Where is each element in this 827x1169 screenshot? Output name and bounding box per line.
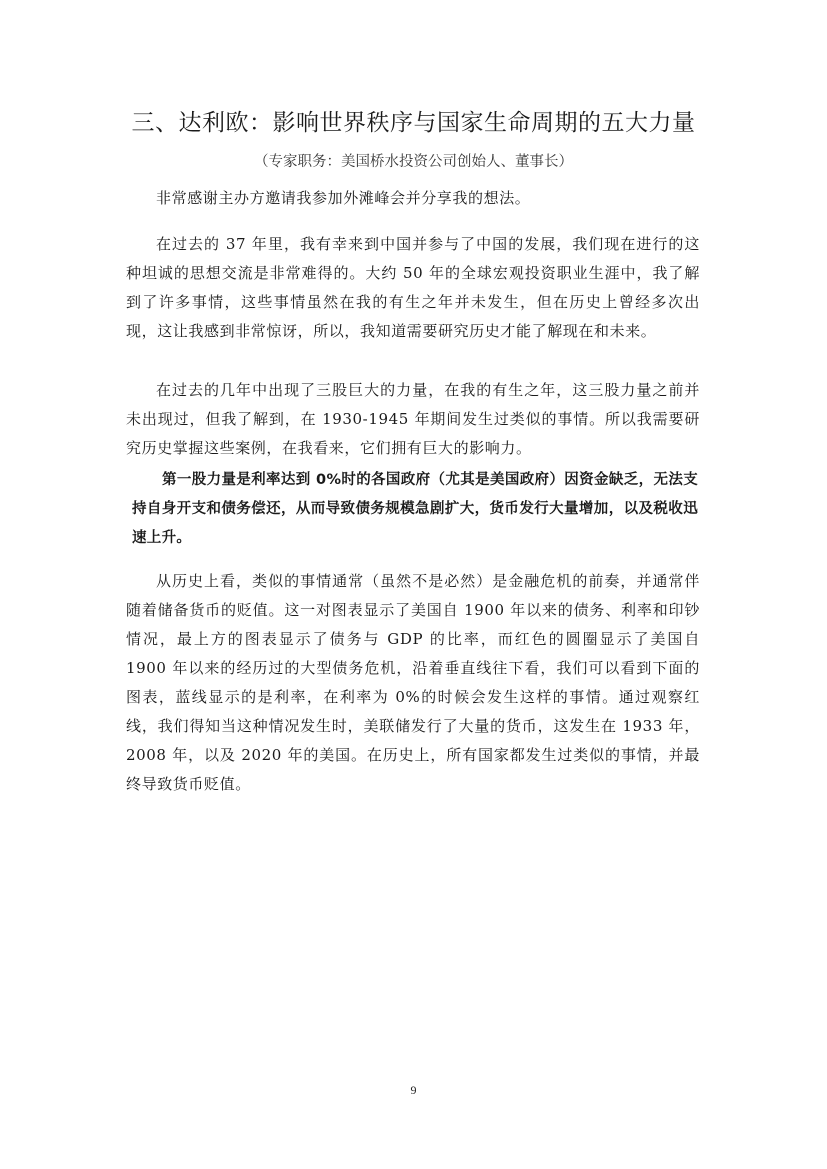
paragraph-experience: 在过去的 37 年里，我有幸来到中国并参与了中国的发展，我们现在进行的这种坦诚的思想交流是非常难得的。大约 50 年的全球宏观投资职业生涯中，我了解到了许多事情，这些事情虽然在我的有生之年并未发生，但在历史上曾经多次出现，这让我感到非常惊讶，所以，我知道需要研究历史才能了解现在和未来。 — [126, 235, 700, 340]
paragraph-first-force: 第一股力量是利率达到 0%时的各国政府（尤其是美国政府）因资金缺乏，无法支持自身开支和债务偿还，从而导致债务规模急剧扩大，货币发行大量增加，以及税收迅速上升。 — [132, 472, 698, 546]
paragraph-intro: 非常感谢主办方邀请我参加外滩峰会并分享我的想法。 — [156, 189, 531, 207]
paragraph-history: 从历史上看，类似的事情通常（虽然不是必然）是金融危机的前奏，并通常伴随着储备货币的贬值。这一对图表显示了美国自 1900 年以来的债务、利率和印钞情况，最上方的图表显示了债务与 GDP 的比率，而红色的圆圈显示了美国自 1900 年以来的经历过的大型债务危机，沿着垂直线往下看，我们可以看到下面的图表，蓝线显示的是利率，在利率为 0%的时候会发生这样的事情。通过观察红线，我们得知当这种情况发生时，美联储发行了大量的货币，这发生在 1933 年，2008 年，以及 2020 年的美国。在历史上，所有国家都发生过类似的事情，并最终导致货币贬值。 — [126, 572, 700, 793]
paragraph-three-forces: 在过去的几年中出现了三股巨大的力量，在我的有生之年，这三股力量之前并未出现过，但我了解到，在 1930-1945 年期间发生过类似的事情。所以我需要研究历史掌握这些案例，在我看来，它们拥有巨大的影响力。 — [126, 381, 700, 457]
page-number: 9 — [410, 1083, 417, 1097]
page-title: 三、达利欧：影响世界秩序与国家生命周期的五大力量 — [131, 110, 696, 136]
speaker-position: （专家职务：美国桥水投资公司创始人、董事长） — [254, 154, 573, 170]
